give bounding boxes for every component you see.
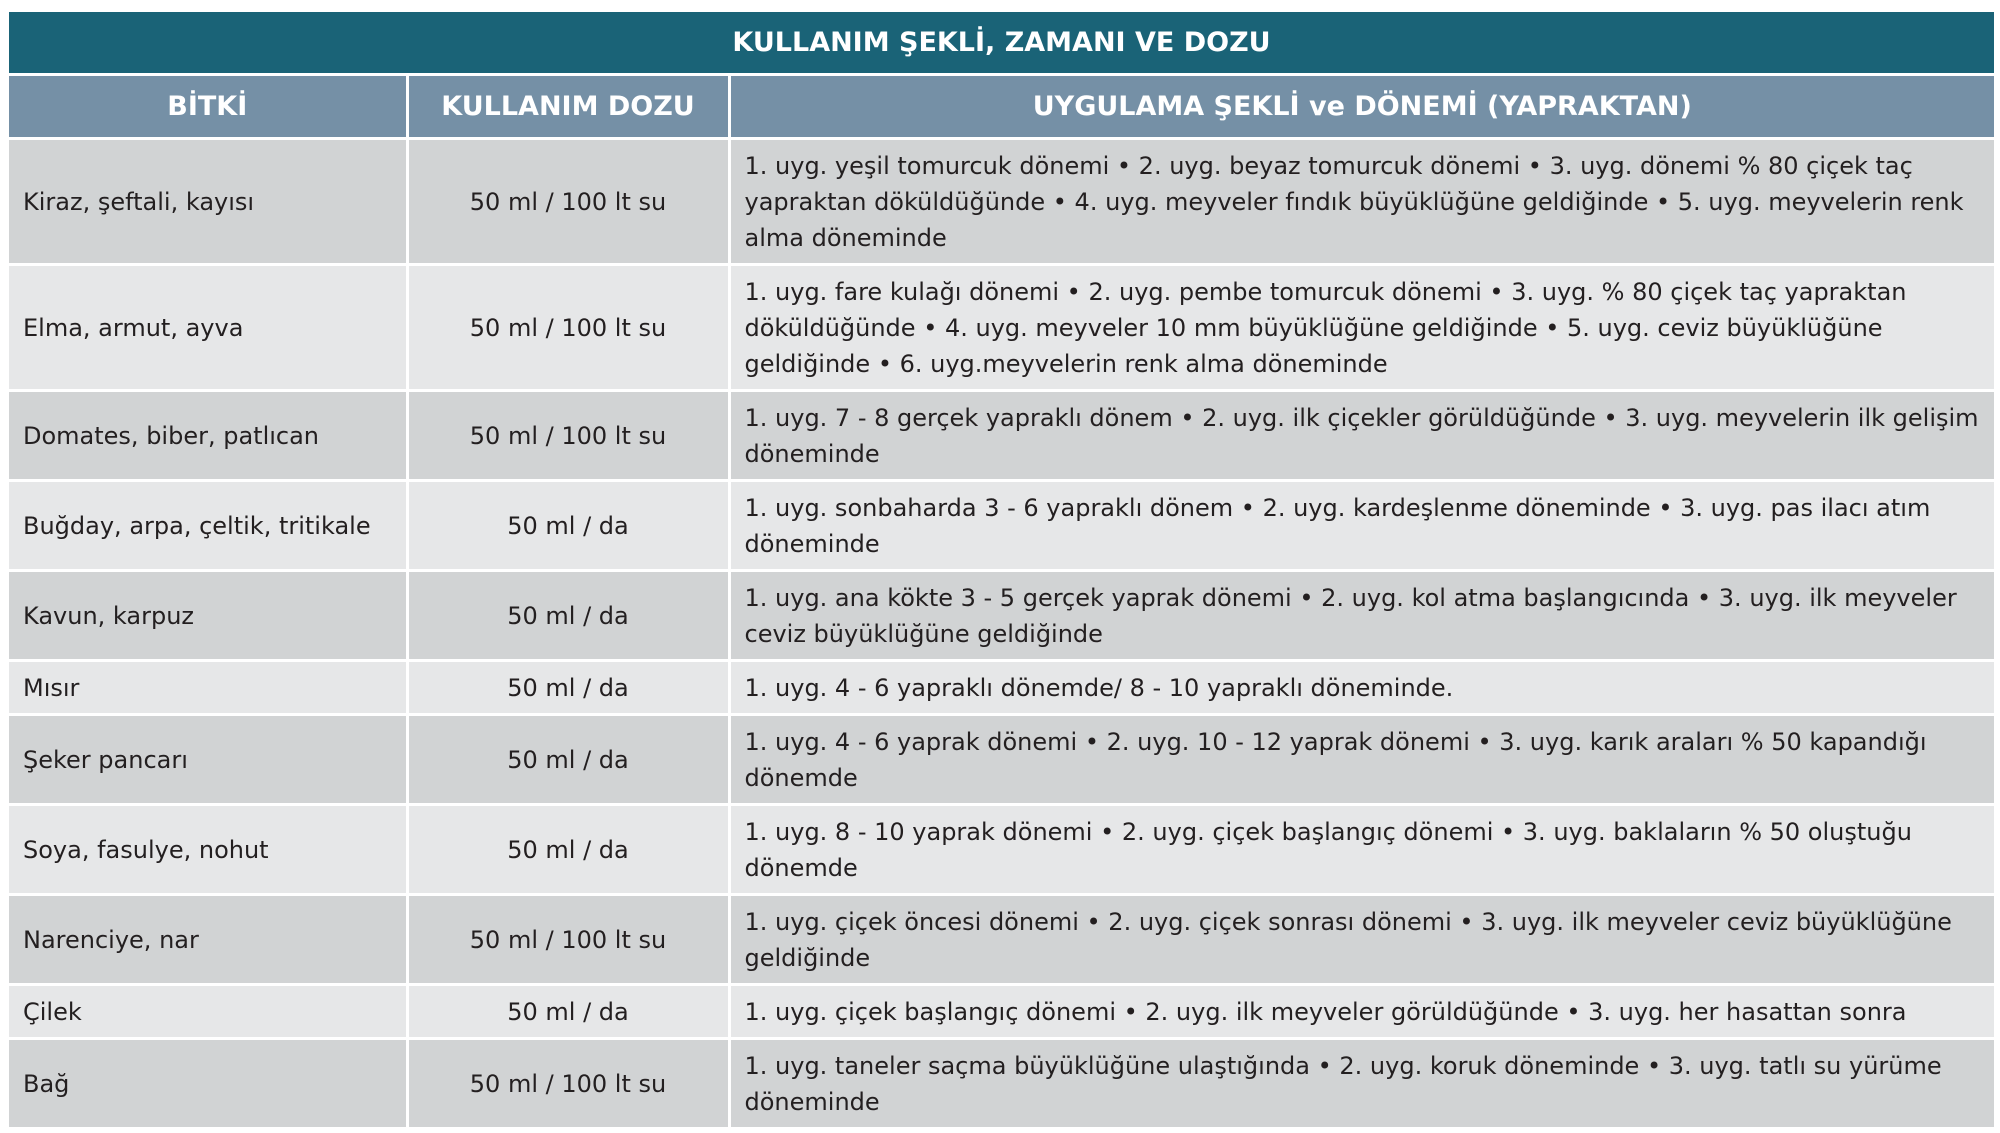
plant-cell: Narenciye, nar (9, 895, 407, 985)
usage-table-container (9, 12, 1994, 1130)
plant-cell: Soya, fasulye, nohut (9, 805, 407, 895)
application-cell: 1. uyg. 4 - 6 yaprak dönemi • 2. uyg. 10 - 12 yaprak dönemi • 3. uyg. karık araları % 50 kapandığı dönemde (729, 715, 1994, 805)
plant-cell: Buğday, arpa, çeltik, tritikale (9, 481, 407, 571)
table-row (9, 895, 1994, 985)
plant-cell: Domates, biber, patlıcan (9, 391, 407, 481)
table-header-row (9, 75, 1994, 139)
table-row (9, 481, 1994, 571)
table-title-row (9, 12, 1994, 75)
column-header-plant: BİTKİ (9, 75, 407, 139)
table-row (9, 391, 1994, 481)
plant-cell: Kavun, karpuz (9, 571, 407, 661)
dose-cell: 50 ml / da (407, 571, 729, 661)
application-cell: 1. uyg. sonbaharda 3 - 6 yapraklı dönem • 2. uyg. kardeşlenme döneminde • 3. uyg. pas ilacı atım döneminde (729, 481, 1994, 571)
table-title: KULLANIM ŞEKLİ, ZAMANI VE DOZU (9, 12, 1994, 75)
dose-cell: 50 ml / 100 lt su (407, 895, 729, 985)
application-cell: 1. uyg. çiçek öncesi dönemi • 2. uyg. çiçek sonrası dönemi • 3. uyg. ilk meyveler ceviz büyüklüğüne geldiğinde (729, 895, 1994, 985)
application-cell: 1. uyg. 4 - 6 yapraklı dönemde/ 8 - 10 yapraklı döneminde. (729, 661, 1994, 715)
application-cell: 1. uyg. yeşil tomurcuk dönemi • 2. uyg. beyaz tomurcuk dönemi • 3. uyg. dönemi % 80 çiçek taç yapraktan döküldüğünde • 4. uyg. meyveler fındık büyüklüğüne geldiğinde • 5. uyg. meyvelerin renk alma döneminde (729, 139, 1994, 265)
application-cell: 1. uyg. 8 - 10 yaprak dönemi • 2. uyg. çiçek başlangıç dönemi • 3. uyg. baklaların % 50 oluştuğu dönemde (729, 805, 1994, 895)
table-row (9, 571, 1994, 661)
dose-cell: 50 ml / da (407, 805, 729, 895)
table-row (9, 805, 1994, 895)
plant-cell: Şeker pancarı (9, 715, 407, 805)
application-cell: 1. uyg. ana kökte 3 - 5 gerçek yaprak dönemi • 2. uyg. kol atma başlangıcında • 3. uyg. ilk meyveler ceviz büyüklüğüne geldiğinde (729, 571, 1994, 661)
column-header-application: UYGULAMA ŞEKLİ ve DÖNEMİ (YAPRAKTAN) (729, 75, 1994, 139)
dose-cell: 50 ml / 100 lt su (407, 139, 729, 265)
column-header-dose: KULLANIM DOZU (407, 75, 729, 139)
application-cell: 1. uyg. taneler saçma büyüklüğüne ulaştığında • 2. uyg. koruk döneminde • 3. uyg. tatlı su yürüme döneminde (729, 1039, 1994, 1129)
table-row (9, 139, 1994, 265)
table-row (9, 985, 1994, 1039)
dose-cell: 50 ml / da (407, 661, 729, 715)
dose-cell: 50 ml / da (407, 481, 729, 571)
table-row (9, 661, 1994, 715)
dose-cell: 50 ml / 100 lt su (407, 1039, 729, 1129)
plant-cell: Mısır (9, 661, 407, 715)
dose-cell: 50 ml / 100 lt su (407, 391, 729, 481)
plant-cell: Kiraz, şeftali, kayısı (9, 139, 407, 265)
table-row (9, 265, 1994, 391)
plant-cell: Bağ (9, 1039, 407, 1129)
table-row (9, 715, 1994, 805)
plant-cell: Elma, armut, ayva (9, 265, 407, 391)
plant-cell: Çilek (9, 985, 407, 1039)
application-cell: 1. uyg. fare kulağı dönemi • 2. uyg. pembe tomurcuk dönemi • 3. uyg. % 80 çiçek taç yapraktan döküldüğünde • 4. uyg. meyveler 10 mm büyüklüğüne geldiğinde • 5. uyg. ceviz büyüklüğüne geldiğinde • 6. uyg.meyvelerin renk alma döneminde (729, 265, 1994, 391)
usage-table (9, 12, 1994, 1130)
table-row (9, 1039, 1994, 1129)
dose-cell: 50 ml / da (407, 715, 729, 805)
dose-cell: 50 ml / 100 lt su (407, 265, 729, 391)
application-cell: 1. uyg. çiçek başlangıç dönemi • 2. uyg. ilk meyveler görüldüğünde • 3. uyg. her hasattan sonra (729, 985, 1994, 1039)
application-cell: 1. uyg. 7 - 8 gerçek yapraklı dönem • 2. uyg. ilk çiçekler görüldüğünde • 3. uyg. meyvelerin ilk gelişim döneminde (729, 391, 1994, 481)
dose-cell: 50 ml / da (407, 985, 729, 1039)
